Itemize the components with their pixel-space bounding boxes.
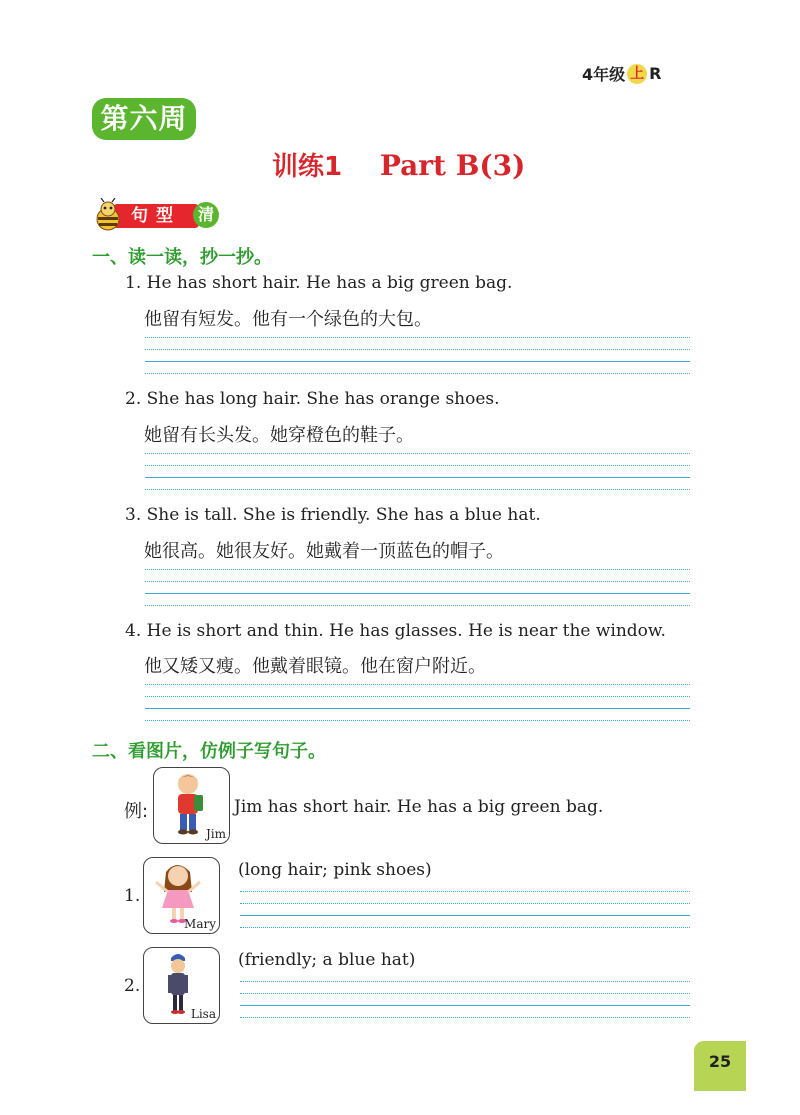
- item2-chinese: 她留有长头发。她穿橙色的鞋子。: [144, 425, 414, 446]
- item1-writing-lines[interactable]: [145, 337, 690, 374]
- edition-text: R: [649, 64, 662, 83]
- bee-icon: [93, 198, 123, 232]
- section1-heading: 一、读一读，抄一抄。: [92, 247, 272, 268]
- exercise1-writing-lines[interactable]: [240, 891, 690, 928]
- exercise2-number: 2.: [124, 976, 141, 996]
- example-name: Jim: [205, 827, 226, 841]
- part-label: Part B(3): [379, 149, 526, 182]
- exercise2-picture: [143, 947, 220, 1024]
- exercise2-writing-lines[interactable]: [240, 981, 690, 1018]
- item3-chinese: 她很高。她很友好。她戴着一顶蓝色的帽子。: [144, 541, 504, 562]
- example-picture: [153, 767, 230, 844]
- item2-writing-lines[interactable]: [145, 453, 690, 490]
- item4-english: 4. He is short and thin. He has glasses. He is near the window.: [125, 621, 666, 641]
- item3-english: 3. She is tall. She is friendly. She has a blue hat.: [125, 505, 541, 525]
- page-number: 25: [694, 1041, 746, 1091]
- item3-writing-lines[interactable]: [145, 569, 690, 606]
- item1-english: 1. He has short hair. He has a big green bag.: [125, 273, 513, 293]
- exercise1-number: 1.: [124, 886, 141, 906]
- term-badge: 上: [627, 64, 647, 84]
- week-badge: 第六周: [92, 98, 196, 140]
- section-badge-label: 句型: [113, 204, 199, 228]
- exercise2-name: Lisa: [190, 1007, 216, 1021]
- training-label: 训练1: [272, 152, 343, 182]
- exercise1-picture: [143, 857, 220, 934]
- item4-writing-lines[interactable]: [145, 684, 690, 721]
- grade-label: [582, 62, 661, 85]
- section-badge: [93, 198, 221, 232]
- page-title: [272, 146, 525, 183]
- section2-heading: 二、看图片，仿例子写句子。: [92, 741, 326, 762]
- example-label: 例:: [124, 801, 149, 822]
- grade-text: 4年级: [582, 65, 626, 84]
- item4-chinese: 他又矮又瘦。他戴着眼镜。他在窗户附近。: [144, 656, 486, 677]
- item1-chinese: 他留有短发。他有一个绿色的大包。: [144, 309, 432, 330]
- example-sentence: Jim has short hair. He has a big green bag.: [234, 797, 604, 817]
- exercise1-hint: (long hair; pink shoes): [238, 860, 432, 880]
- item2-english: 2. She has long hair. She has orange shoes.: [125, 389, 500, 409]
- exercise2-hint: (friendly; a blue hat): [238, 950, 416, 970]
- exercise1-name: Mary: [184, 917, 216, 931]
- section-badge-circle: 清: [193, 202, 219, 228]
